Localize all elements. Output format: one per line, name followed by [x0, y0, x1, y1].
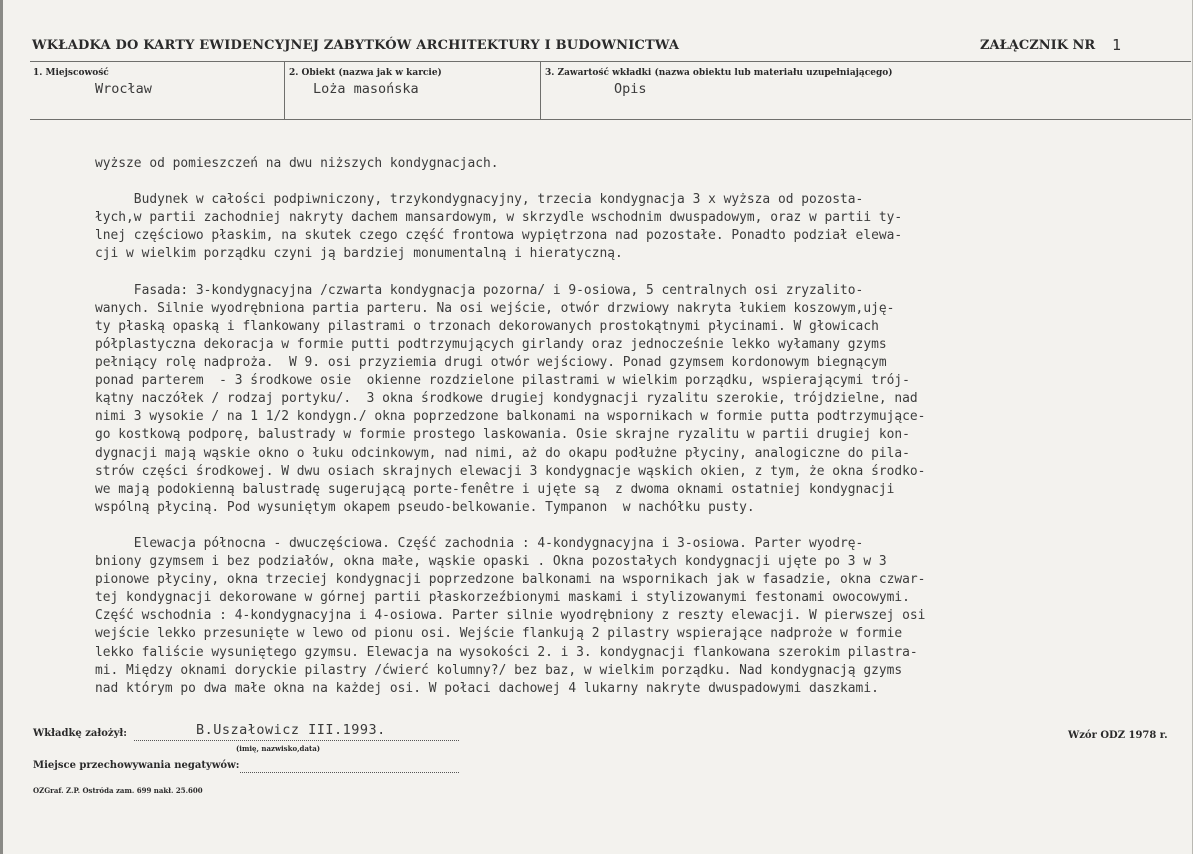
text-line: pełniący rolę nadproża. W 9. osi przyziemia drugi otwór wejściowy. Ponad gzymsem kordonowym biegnącym [95, 355, 887, 371]
text-line: ponad parterem - 3 środkowe osie okienne rozdzielone pilastrami w wielkim porządku, wspierającymi trój- [95, 373, 910, 389]
object-value: Loża masońska [313, 81, 419, 97]
author-dotted-line [134, 740, 459, 741]
text-line: łych,w partii zachodniej nakryty dachem mansardowym, w skrzydle wschodnim dwuspadowym, oraz w partii ty- [95, 210, 903, 226]
annex-number: 1 [1112, 36, 1122, 54]
paragraph [95, 282, 1195, 517]
form-title: WKŁADKA DO KARTY EWIDENCYJNEJ ZABYTKÓW ARCHITEKTURY I BUDOWNICTWA [32, 38, 680, 53]
text-line: lekko faliście wysuniętego gzymsu. Elewacja na wysokości 2. i 3. kondygnacji flankowana szerokim pilastra- [95, 644, 918, 660]
content-value: Opis [614, 81, 647, 97]
printer-info: OZGraf. Z.P. Ostróda zam. 699 nakł. 25.600 [33, 786, 203, 795]
author-value: B.Uszałowicz III.1993. [196, 722, 386, 738]
text-line: Fasada: 3-kondygnacyjna /czwarta kondygnacja pozorna/ i 9-osiowa, 5 centralnych osi zryzalito- [95, 282, 864, 298]
text-line: pionowe płyciny, okna trzeciej kondygnacji poprzedzone balkonami na wspornikach jak w fasadzie, okna czwar- [95, 572, 926, 588]
object-label: 2. Obiekt (nazwa jak w karcie) [289, 68, 442, 78]
text-line: Część wschodnia : 4-kondygnacyjna i 4-osiowa. Parter silnie wyodrębniony z reszty elewacji. W pierwszej osi [95, 608, 926, 624]
text-line: wejście lekko przesunięte w lewo od pionu osi. Wejście flankują 2 pilastry wspierające nadproże w formie [95, 626, 903, 642]
text-line: ty płaską opaską i flankowany pilastrami o trzonach dekorowanych prostokątnymi płycinami. W głowicach [95, 318, 879, 334]
paragraph [95, 535, 1195, 698]
text-line: mi. Między oknami doryckie pilastry /ćwierć kolumny?/ bez baz, w wielkim porządku. Nad kondygnacją gzyms [95, 662, 903, 678]
author-sublabel: (imię, nazwisko,data) [236, 744, 321, 753]
text-line: cji w wielkim porządku czyni ją bardziej monumentalną i hieratyczną. [95, 246, 623, 262]
text-line: go kostkową podporę, balustrady w formie prostego laskowania. Osie skrajne ryzalitu w partii drugiej kon- [95, 427, 910, 443]
field-divider-1 [284, 61, 285, 119]
paragraph [95, 191, 1195, 263]
paragraph [95, 155, 1195, 173]
text-line: dygnacji mają wąskie okno o łuku odcinkowym, nad nimi, aż do okapu podłużne płyciny, analogiczne do pila- [95, 445, 910, 461]
content-label: 3. Zawartość wkładki (nazwa obiektu lub materiału uzupełniającego) [545, 68, 893, 78]
scan-edge-left [0, 0, 3, 854]
text-line: lnej częściowo płaskim, na skutek czego część frontowa wypiętrzona nad pozostałe. Ponadto podział elewa- [95, 228, 903, 244]
storage-label: Miejsce przechowywania negatywów: [33, 760, 240, 771]
text-line: nimi 3 wysokie / na 1 1/2 kondygn./ okna poprzedzone balkonami na wspornikach w formie putta podtrzymujące- [95, 409, 926, 425]
text-line: we mają podokienną balustradę sugerującą porte-fenêtre i ujęte są z dwoma oknami ostatniej kondygnacji [95, 481, 895, 497]
text-line: wspólną płyciną. Pod wysuniętym okapem pseudo-belkowanie. Tympanon w nachółku pusty. [95, 499, 755, 515]
locality-label: 1. Miejscowość [33, 68, 109, 78]
fields-rule [30, 119, 1191, 120]
author-label: Wkładkę założył: [33, 728, 127, 739]
text-line: Elewacja północna - dwuczęściowa. Część zachodnia : 4-kondygnacyjna i 3-osiowa. Parter wyodrę- [95, 535, 864, 551]
text-line: półplastyczna dekoracja w formie putti podtrzymujących girlandy oraz jednocześnie lekko wyłamany gzyms [95, 336, 887, 352]
locality-value: Wrocław [95, 81, 152, 97]
text-line: wyższe od pomieszczeń na dwu niższych kondygnacjach. [95, 156, 499, 171]
text-line: bniony gzymsem i bez podziałów, okna małe, wąskie opaski . Okna pozostałych kondygnacji ujęte po 3 w 3 [95, 554, 887, 570]
storage-dotted-line [240, 772, 459, 773]
text-line: tej kondygnacji dekorowane w górnej partii płaskorzeźbionymi maskami i stylizowanymi festonami owocowymi. [95, 590, 910, 606]
text-line: kątny naczółek / rodzaj portyku/. 3 okna środkowe drugiej kondygnacji ryzalitu szerokie, trójdzielne, nad [95, 391, 918, 407]
header-rule [30, 61, 1191, 62]
field-divider-2 [540, 61, 541, 119]
text-line: strów części środkowej. W dwu osiach skrajnych elewacji 3 kondygnacje wąskich okien, z tym, że okna środko- [95, 463, 926, 479]
template-label: Wzór ODZ 1978 r. [1068, 730, 1168, 741]
text-line: Budynek w całości podpiwniczony, trzykondygnacyjny, trzecia kondygnacja 3 x wyższa od pozosta- [95, 192, 864, 208]
description-text [95, 155, 1195, 716]
annex-label: ZAŁĄCZNIK NR [980, 38, 1096, 53]
text-line: nad którym po dwa małe okna na każdej osi. W połaci dachowej 4 lukarny nakryte dwuspadowymi daszkami. [95, 680, 879, 696]
text-line: wanych. Silnie wyodrębniona partia parteru. Na osi wejście, otwór drzwiowy nakryta łukiem koszowym,uję- [95, 300, 895, 316]
